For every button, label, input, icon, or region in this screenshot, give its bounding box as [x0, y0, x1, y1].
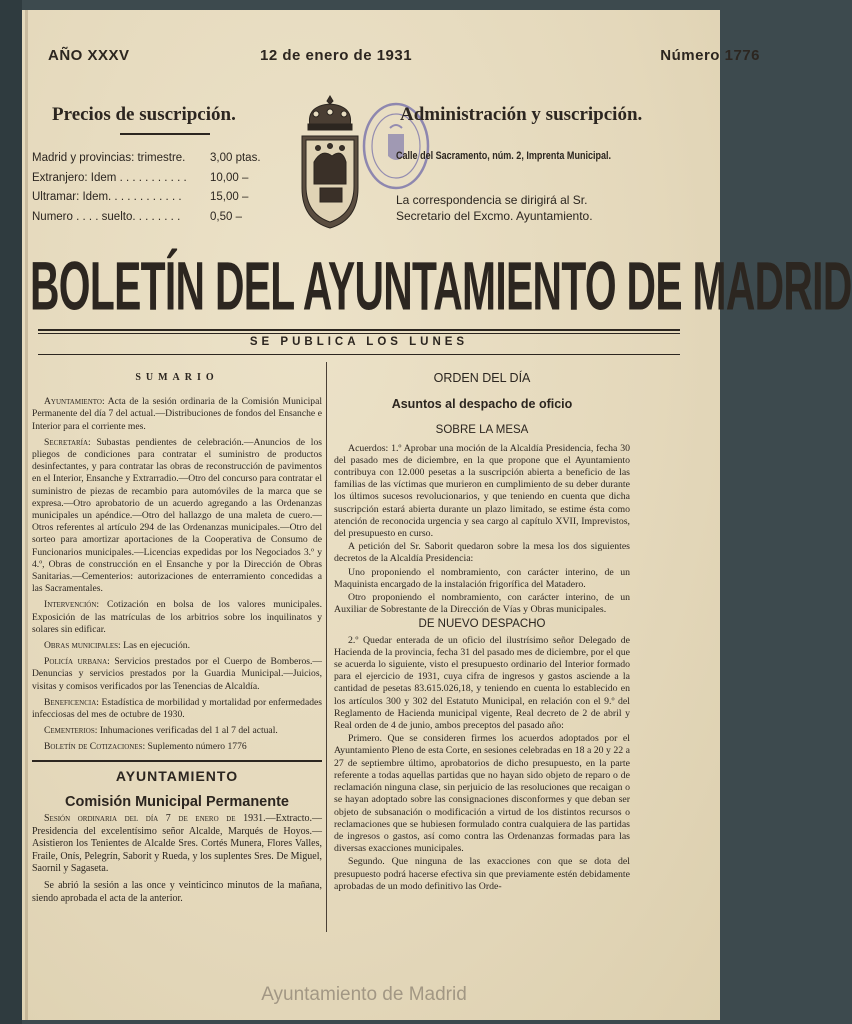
- sumario-text: Inhumaciones verificadas del 1 al 7 del actual.: [99, 725, 278, 737]
- right-column: [334, 372, 630, 894]
- ayuntamiento-title: AYUNTAMIENTO: [115, 767, 239, 784]
- sumario-text: Cotización en bolsa de los valores municipales. Exposición de las matrículas de los arbitrios sobre los inquilinatos y solares sin edificar.: [32, 599, 322, 635]
- sumario-label: Obras municipales:: [44, 640, 121, 652]
- commission-title: Comisión Municipal Permanente: [65, 793, 289, 810]
- orden-paragraph: Acuerdos: 1.º Aprobar una moción de la Alcaldía Presidencia, fecha 30 del pasado mes de diciembre, en la que propone que el Ayuntamiento contribuya con 12.000 pesetas a la suscripción abierta a beneficio de las familias de las víctimas que murieron en cumplimiento de su deber durante los últimos sucesos revolucionarios, y que teniendo en cuenta que dicha suscripción estará abierta durante un plazo limitado, se estime ésta como atención de reconocida urgencia y sea cargo al capítulo XVII, Imprevistos, del presupuesto en curso.: [334, 442, 630, 540]
- sobre-title: SOBRE LA MESA: [435, 424, 529, 437]
- price-label: Numero . . . . suelto. . . . . . . .: [32, 210, 181, 223]
- section-rule: [32, 760, 322, 762]
- madrid-coat-of-arms-icon: [296, 92, 364, 234]
- sumario-label: Intervención:: [44, 599, 100, 611]
- orden-paragraph: Primero. Que se consideren firmes los acuerdos adoptados por el Ayuntamiento Pleno de esta Corte, en sesiones celebradas en 18 a 20 y 22 a 27 de septiembre último, aprobatorios de dicho presupuesto, en la parte referente a todas aquellas partidas que no hayan sido objeto de reparo o de reclamación ninguna clase, sin perjuicio de las resoluciones que recaigan o se hayan adoptado sobre las consignaciones disconformes y que deban ser objeto de subsanación o modificación a virtud de los distintos recursos o reclamaciones que se hubiesen formulado contra cualquiera de las partidas de ingresos o gastos, así como contra las Ordenanzas formadas para las diversas exacciones municipales.: [334, 733, 630, 855]
- nuevo-despacho-title: DE NUEVO DESPACHO: [418, 618, 546, 631]
- price-row: [32, 191, 282, 211]
- orden-paragraph: Uno proponiendo el nombramiento, con carácter interino, de un Maquinista encargado de la instalación frigorífica del Matadero.: [334, 566, 630, 590]
- sumario-text: Servicios prestados por el Cuerpo de Bomberos.—Denuncias y servicios prestados por la Guardia Municipal.—Juicios, visitas y comisos verificados por las Tenencias de Alcaldía.: [32, 656, 322, 692]
- session-text: Extracto.—Presidencia del excelentísimo señor Alcalde, Marqués de Hoyos.—Asistieron los Tenientes de Alcalde Sres. Cortés Munera, Flores Valles, Fraile, Onís, Pelegrín, Saborit y Rueda, y los suplentes Sres. De Miguel, Saornil y Sagaseta.: [32, 813, 322, 875]
- sumario-title: SUMARIO: [135, 372, 219, 383]
- session-label: Sesión ordinaria del día 7 de enero de 1931.—: [44, 813, 276, 825]
- price-row: [32, 211, 282, 231]
- sumario-item: [32, 697, 322, 721]
- page-fold: [25, 10, 28, 1020]
- masthead-title: BOLETÍN DEL AYUNTAMIENTO DE MADRID: [30, 247, 852, 325]
- price-label: Extranjero: Idem . . . . . . . . . . .: [32, 171, 187, 184]
- administration-note: La correspondencia se dirigirá al Sr. Secretario del Excmo. Ayuntamiento.: [396, 193, 593, 223]
- masthead-rule: [38, 333, 680, 334]
- session-paragraph: [32, 813, 322, 876]
- issue-date: 12 de enero de 1931: [260, 47, 413, 64]
- sumario-item: [32, 437, 322, 596]
- orden-paragraph: Otro proponiendo el nombramiento, con carácter interino, de un Auxiliar de Sobrestante de la Dirección de Vías y Obras municipales.: [334, 592, 630, 616]
- sumario-item: [32, 396, 322, 433]
- orden-paragraph: Segundo. Que ninguna de las exacciones con que se dota del presupuesto podrá hacerse efectiva sin que previamente estén debidamente aprobadas de un modo definitivo las Orde-: [334, 856, 630, 892]
- publication-frequency: SE PUBLICA LOS LUNES: [249, 336, 469, 348]
- sumario-text: Suplemento número 1776: [147, 741, 247, 753]
- sumario-label: Ayuntamiento:: [44, 396, 105, 408]
- sumario-item: [32, 656, 322, 693]
- price-label: Ultramar: Idem. . . . . . . . . . . .: [32, 191, 182, 203]
- price-amount: 0,50 –: [210, 210, 242, 223]
- sumario-text: Las en ejecución.: [123, 640, 190, 652]
- subscription-rule: [120, 133, 210, 135]
- administration-title: Administración y suscripción.: [400, 104, 643, 125]
- price-amount: 15,00 –: [210, 191, 249, 203]
- subscription-title: Precios de suscripción.: [52, 104, 236, 125]
- sumario-label: Boletín de Cotizaciones:: [44, 741, 146, 753]
- subscription-prices: [32, 152, 282, 230]
- masthead-rule: [38, 354, 680, 355]
- orden-title: ORDEN DEL DÍA: [433, 371, 531, 385]
- sumario-label: Secretaría:: [44, 436, 91, 448]
- sumario-label: Beneficencia:: [44, 696, 99, 708]
- scan-left-edge: [0, 0, 22, 1024]
- left-column: [32, 372, 322, 909]
- price-row: [32, 172, 282, 192]
- price-amount: 10,00 –: [210, 171, 249, 184]
- sumario-text: Estadística de morbilidad y mortalidad por enfermedades infecciosas del mes de octubre de 1930.: [32, 696, 322, 721]
- watermark: Ayuntamiento de Madrid: [261, 984, 467, 1005]
- asuntos-title: Asuntos al despacho de oficio: [391, 397, 573, 412]
- price-row: [32, 152, 282, 172]
- issue-header: [10, 47, 842, 77]
- price-label: Madrid y provincias: trimestre.: [32, 152, 186, 164]
- masthead-rule: [38, 329, 680, 331]
- sumario-item: [32, 741, 322, 753]
- sumario-item: [32, 725, 322, 737]
- sumario-label: Policía urbana:: [44, 656, 110, 668]
- sumario-text: Acta de la sesión ordinaria de la Comisión Municipal Permanente del día 7 del actual.—Distribuciones de fondos del Ensanche e Interior para el corriente mes.: [32, 396, 322, 432]
- sumario-text: Subastas pendientes de celebración.—Anuncios de los pliegos de condiciones para contratar el suministro de productos desinfectantes, y para contratar las obras de reconstrucción de pavimentos en el Interior, Ensanche y Extrarradio.—Otro del concurso para contratar el suministro de piezas de recambio para automóviles de la marca que se expresa.—Otro aprobatorio de un acuerdo agregando a las Ordenanzas municipales un apéndice.—Otro del hallazgo de una maleta de cuero.—Otros referentes al artículo 294 de las Ordenanzas municipales.—Otro del sorteo para amortizar aportaciones de la Cooperativa de Consumo de Funcionarios municipales.—Licencias expedidas por los Negociados 3.º y 4.º, Obras de construcción en el Ensanche y por la Dirección de Obras Sanitarias.—Cementerios: autorizaciones de enterramiento concedidas a las Sacramentales.: [32, 436, 322, 595]
- price-amount: 3,00 ptas.: [210, 152, 261, 164]
- sumario-item: [32, 599, 322, 636]
- issue-year: AÑO XXXV: [48, 47, 130, 64]
- orden-paragraph: 2.º Quedar enterada de un oficio del ilustrísimo señor Delegado de Hacienda de la provincia, fecha 31 del pasado mes de diciembre, por el que se acuerda lo siguiente, visto el presupuesto ordinario del Interior formado para el ejercicio de 1931, cuya cifra de ingresos y gastos asciende a la cantidad de pesetas 83.615.026,18, y teniendo en cuenta lo establecido en los artículos 300 y 302 del Estatuto Municipal, en relación con el 9.º del Reglamento de Hacienda municipal vigente, Real decreto de 2 de abril y Real orden de 4 de junio, ambos preceptos del pasado año:: [334, 634, 630, 732]
- administration-address: Calle del Sacramento, núm. 2, Imprenta Municipal.: [396, 150, 612, 162]
- sumario-label: Cementerios:: [44, 725, 98, 737]
- session-opening: Se abrió la sesión a las once y veinticinco minutos de la mañana, siendo aprobada el acta de la anterior.: [32, 880, 322, 904]
- orden-paragraph: A petición del Sr. Saborit quedaron sobre la mesa los dos siguientes decretos de la Alcaldía Presidencia:: [334, 541, 630, 565]
- sumario-item: [32, 640, 322, 652]
- column-divider: [326, 362, 327, 932]
- issue-number: Número 1776: [660, 47, 760, 64]
